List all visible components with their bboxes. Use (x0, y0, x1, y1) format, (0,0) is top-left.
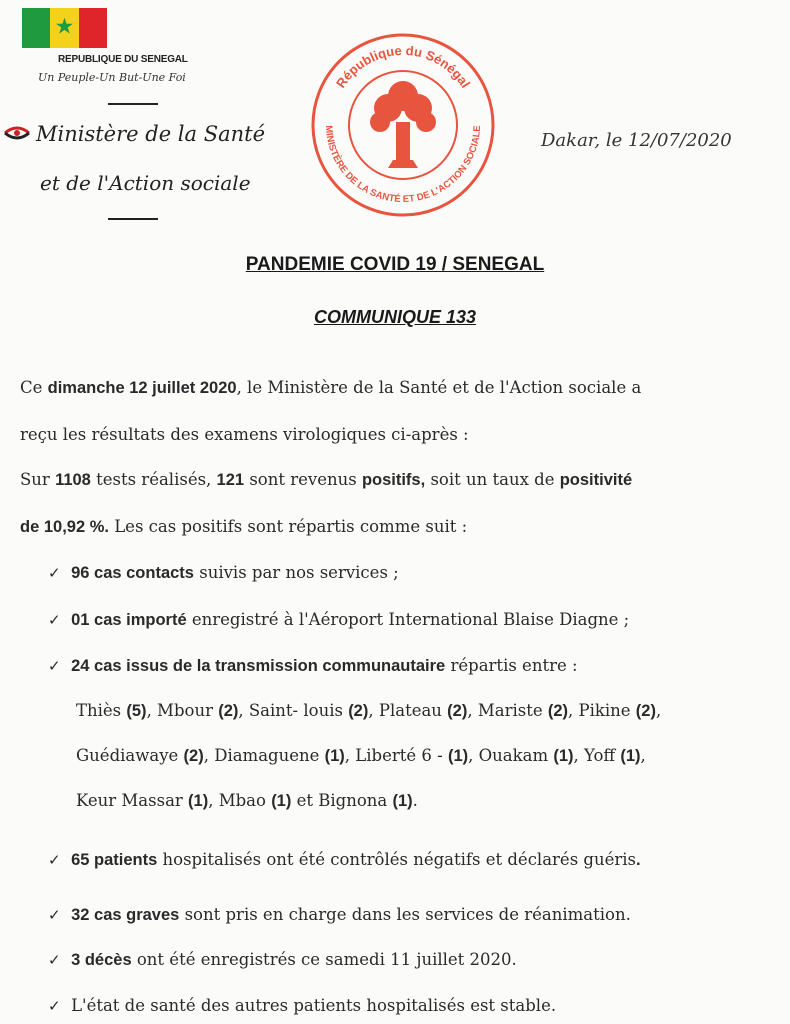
intro-text: tests réalisés, (90, 470, 217, 489)
location-name: et Bignona (291, 791, 393, 810)
location-name: , Yoff (573, 746, 621, 765)
community-locations-line-2 (76, 746, 646, 766)
location-name: , Mbao (208, 791, 272, 810)
bullet-text: ont été enregistrés ce samedi 11 juillet 2020. (131, 950, 517, 969)
ministry-name-line2: et de l'Action sociale (40, 171, 251, 195)
bullet-text: hospitalisés ont été contrôlés négatifs et déclarés guéris (157, 850, 636, 869)
location-count: (5) (126, 702, 147, 720)
check-icon: ✓ (48, 611, 61, 629)
separator: , (640, 746, 646, 765)
check-icon: ✓ (48, 951, 61, 969)
location-name: , Liberté 6 - (344, 746, 448, 765)
check-icon: ✓ (48, 851, 61, 869)
intro-date: dimanche 12 juillet 2020 (47, 379, 237, 397)
seal-top-text: République du Sénégal (333, 42, 474, 91)
national-motto: Un Peuple-Un But-Une Foi (38, 71, 186, 84)
location-count: (2) (183, 747, 204, 765)
bullet-text: enregistré à l'Aéroport International Blaise Diagne ; (186, 610, 630, 629)
bullet-text: sont pris en charge dans les services de réanimation. (179, 905, 631, 924)
senegal-flag (22, 8, 107, 48)
positive-count: 121 (216, 471, 245, 489)
bullet-stable (48, 996, 556, 1015)
community-locations-line-3 (76, 791, 418, 811)
intro-line-4 (20, 517, 467, 537)
location-count: (1) (553, 747, 574, 765)
bullet-recovered (48, 850, 641, 870)
intro-text: Ce (20, 378, 48, 397)
location-count: (1) (271, 792, 292, 810)
bullet-imported (48, 610, 629, 630)
page-title: PANDEMIE COVID 19 / SENEGAL (245, 254, 545, 275)
positivity-rate: de 10,92 %. (20, 518, 109, 536)
header-divider-bottom (108, 218, 158, 220)
location-count: (2) (218, 702, 239, 720)
community-count: 24 cas issus de la transmission communautaire (71, 657, 446, 675)
contacts-count: 96 cas contacts (71, 564, 194, 582)
location-name: Guédiawaye (76, 746, 184, 765)
deaths-count: 3 décès (71, 951, 132, 969)
check-icon: ✓ (48, 906, 61, 924)
location-name: , Saint- louis (238, 701, 349, 720)
document-date: Dakar, le 12/07/2020 (541, 130, 732, 151)
intro-line-1 (20, 378, 641, 398)
republic-name: REPUBLIQUE DU SENEGAL (58, 54, 188, 65)
intro-line-2: reçu les résultats des examens virologiques ci-après : (20, 425, 469, 444)
separator: , (655, 701, 662, 720)
location-count: (2) (348, 702, 369, 720)
location-name: , Mbour (146, 701, 219, 720)
community-locations-line-1 (76, 701, 661, 721)
location-count: (1) (324, 747, 345, 765)
location-name: , Ouakam (468, 746, 554, 765)
bullet-text: L'état de santé des autres patients hospitalisés est stable. (71, 996, 557, 1015)
severe-count: 32 cas graves (71, 906, 180, 924)
location-name: , Diamaguene (203, 746, 325, 765)
bullet-severe (48, 905, 631, 925)
bullet-contacts (48, 563, 399, 583)
location-count: (2) (447, 702, 468, 720)
ministry-name-line1: Ministère de la Santé (36, 122, 266, 146)
flag-green-band (22, 8, 50, 48)
flag-red-band (79, 8, 107, 48)
location-name: Thiès (76, 701, 127, 720)
header-divider-top (108, 103, 158, 105)
check-icon: ✓ (48, 997, 61, 1015)
tests-count: 1108 (55, 471, 91, 489)
positivity-label: positivité (559, 471, 633, 489)
flag-yellow-band (50, 8, 78, 48)
recovered-count: 65 patients (71, 851, 158, 869)
location-name: Keur Massar (76, 791, 189, 810)
location-count: (2) (635, 702, 656, 720)
baobab-tree-icon (370, 81, 436, 168)
intro-text: Les cas positifs sont répartis comme suit : (108, 517, 468, 536)
separator: . (412, 791, 418, 810)
location-name: , Pikine (568, 701, 636, 720)
positive-label: positifs, (361, 471, 426, 489)
seal-bottom-text: MINISTÈRE DE LA SANTÉ ET DE L'ACTION SOCIALE (322, 125, 484, 206)
location-count: (1) (620, 747, 641, 765)
location-name: , Mariste (467, 701, 548, 720)
imported-count: 01 cas importé (71, 611, 187, 629)
intro-text: sont revenus (244, 470, 362, 489)
star-icon: ★ (54, 14, 75, 40)
check-icon: ✓ (48, 564, 61, 582)
location-count: (1) (188, 792, 209, 810)
communique-number: COMMUNIQUE 133 (313, 307, 477, 327)
intro-text: , le Ministère de la Santé et de l'Action sociale a (236, 378, 642, 397)
check-icon: ✓ (48, 657, 61, 675)
bullet-community (48, 656, 578, 676)
bullet-text: suivis par nos services ; (193, 563, 399, 582)
intro-text: soit un taux de (425, 470, 560, 489)
location-count: (1) (392, 792, 413, 810)
ministry-seal (308, 30, 498, 220)
bullet-deaths (48, 950, 517, 970)
intro-line-3 (20, 470, 632, 490)
ministry-logo-icon (2, 121, 32, 145)
location-name: , Plateau (368, 701, 448, 720)
location-count: (1) (447, 747, 469, 765)
separator: . (636, 851, 641, 869)
location-count: (2) (547, 702, 569, 720)
bullet-text: répartis entre : (445, 656, 578, 675)
intro-text: Sur (20, 470, 56, 489)
